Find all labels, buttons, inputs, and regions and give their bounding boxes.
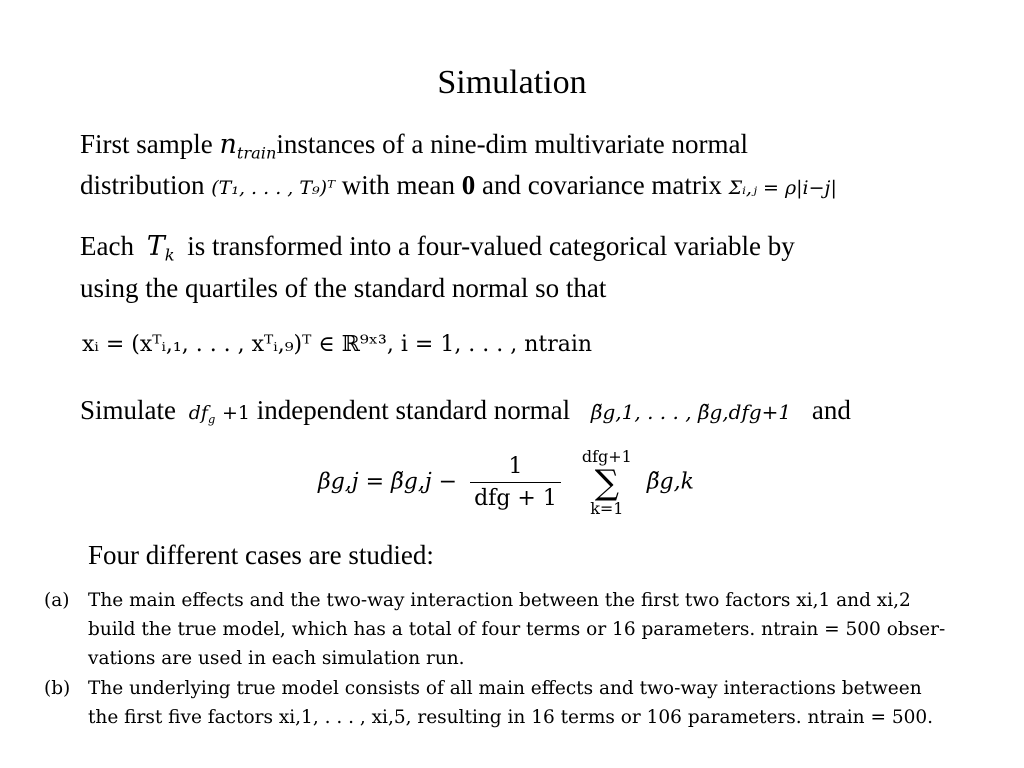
summation xyxy=(582,448,632,517)
case-b-line-2: the first five factors xi,1, . . . , xi,5, resulting in 16 terms or 106 parameters. ntrain = 500. xyxy=(88,707,934,728)
mean-value: 0 xyxy=(461,170,476,200)
para3-line xyxy=(80,397,851,425)
sum-upper-limit: dfg+1 xyxy=(581,447,632,466)
formula-beta-fraction xyxy=(470,454,561,511)
case-b-label: (b) xyxy=(44,678,71,699)
para1-line2 xyxy=(80,172,837,199)
case-b-line-1: The underlying true model consists of all main effects and two-way interactions between xyxy=(88,678,922,699)
para3-start: Simulate xyxy=(80,395,176,425)
case-a-line-3: vations are used in each simulation run. xyxy=(88,648,465,669)
formula-beta xyxy=(318,448,694,517)
para2-line1-end: is transformed into a four-valued categorical variable by xyxy=(187,231,795,261)
case-a-body xyxy=(88,586,945,673)
sum-symbol: ∑ xyxy=(594,462,619,503)
case-b-body xyxy=(88,674,933,732)
case-a-line-2: build the true model, which has a total of four terms or 16 parameters. ntrain = 500 obser- xyxy=(88,619,946,640)
case-a-line-1: The main effects and the two-way interaction between the first two factors xi,1 and xi,2 xyxy=(88,590,911,611)
para1-line1 xyxy=(80,131,748,162)
formula-beta-rhs: β̃g,k xyxy=(646,469,694,495)
para1-line1-end: instances of a nine-dim multivariate normal xyxy=(276,129,748,159)
para1-line2-start: distribution xyxy=(80,170,205,200)
cases-intro: Four different cases are studied: xyxy=(88,540,434,570)
para1-line2-mid2: and covariance matrix xyxy=(482,170,722,200)
df-text: df xyxy=(188,402,208,424)
para3-mid: independent standard normal xyxy=(256,395,571,425)
case-b xyxy=(44,674,933,732)
t-subscript: k xyxy=(164,245,175,265)
case-a xyxy=(44,586,945,673)
n-symbol: n xyxy=(219,129,237,160)
vector-formula: (T₁, . . . , T₉)ᵀ xyxy=(211,177,336,199)
df-symbol xyxy=(189,402,216,424)
df-subscript: g xyxy=(207,411,216,426)
formula-x: xᵢ = (xᵀᵢ,₁, . . . , xᵀᵢ,₉)ᵀ ∈ ℝ⁹ˣ³, i = 1, . . . , ntrain xyxy=(82,332,593,357)
formula-beta-lhs: βg,j = β̃g,j − xyxy=(318,469,458,495)
sum-lower-limit: k=1 xyxy=(590,498,624,518)
fraction-numerator: 1 xyxy=(470,454,561,483)
t-symbol: T xyxy=(146,231,165,262)
para2-line1-start: Each xyxy=(80,231,134,261)
df-plus: +1 xyxy=(222,402,251,424)
para2-line2: using the quartiles of the standard normal so that xyxy=(80,273,607,303)
n-subscript: train xyxy=(236,143,277,163)
t-k-symbol xyxy=(146,231,175,265)
beta-list: β̃g,1, . . . , β̃g,dfg+1 xyxy=(590,400,792,424)
para3-end: and xyxy=(811,395,851,425)
para1-line1-start: First sample xyxy=(80,129,213,159)
para1-line2-mid1: with mean xyxy=(341,170,456,200)
slide-title: Simulation xyxy=(437,64,587,101)
n-train-symbol xyxy=(219,129,277,163)
fraction-denominator: dfg + 1 xyxy=(474,486,557,512)
para2-line1 xyxy=(80,233,795,264)
case-a-label: (a) xyxy=(44,590,70,611)
covariance-formula: Σᵢ,ⱼ = ρ|i−j| xyxy=(728,177,837,199)
